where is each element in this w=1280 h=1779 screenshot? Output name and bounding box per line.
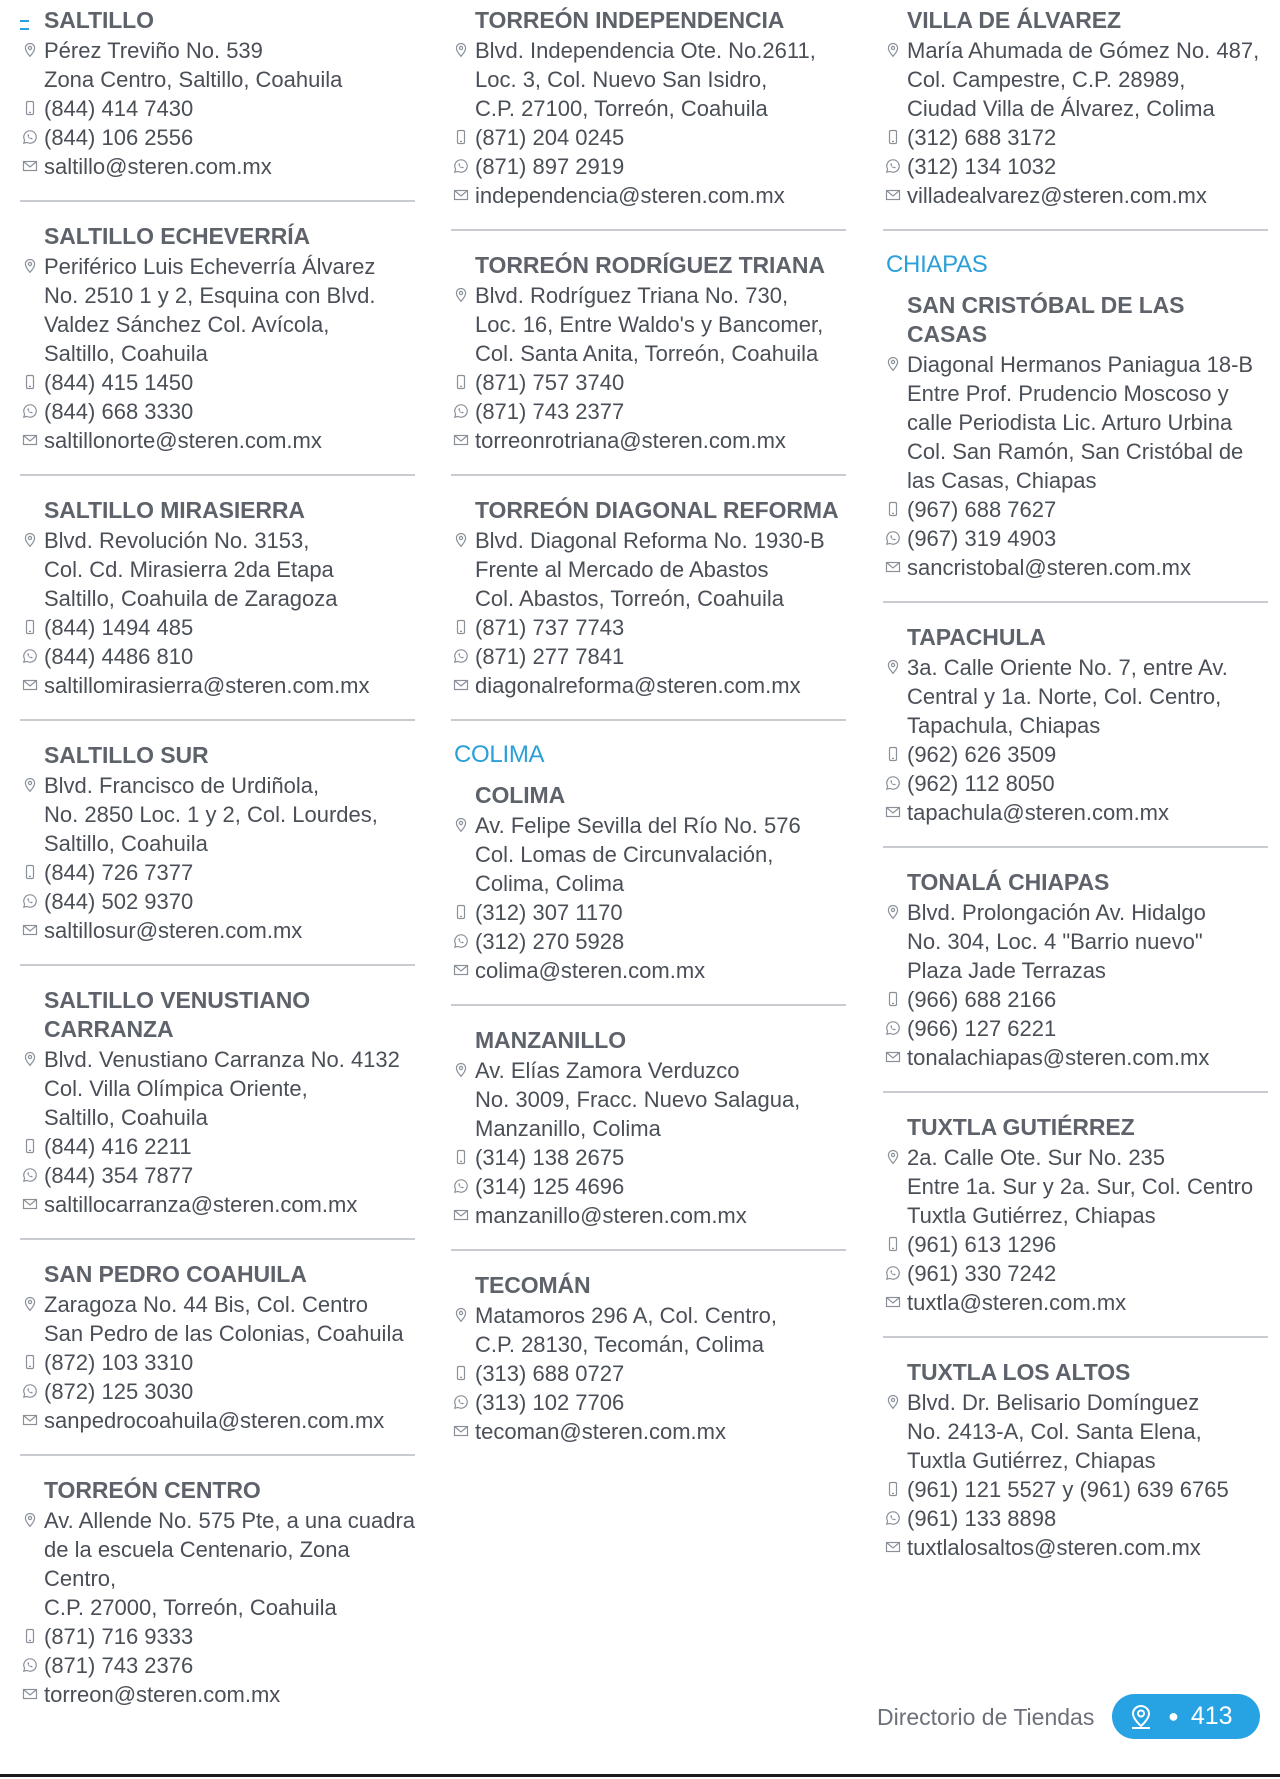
store-whatsapp-row <box>883 524 1268 553</box>
store-entry <box>451 1026 846 1230</box>
store-phone: (312) 688 3172 <box>907 125 1057 150</box>
store-whatsapp-row <box>883 1014 1268 1043</box>
store-email[interactable]: tonalachiapas@steren.com.mx <box>907 1045 1210 1070</box>
separator <box>883 846 1268 848</box>
store-whatsapp-row <box>451 642 846 671</box>
store-entry <box>20 1260 415 1435</box>
phone-icon <box>453 129 469 145</box>
store-whatsapp-row <box>20 397 415 426</box>
phone-icon <box>22 100 38 116</box>
store-entry <box>20 1476 415 1709</box>
store-phone-row <box>20 1622 415 1651</box>
phone-icon <box>453 1149 469 1165</box>
store-name: SAN PEDRO COAHUILA <box>44 1261 307 1287</box>
store-address: Blvd. Rodríguez Triana No. 730, Loc. 16, Entre Waldo's y Bancomer, Col. Santa Anita, Torreón, Coahuila <box>475 283 824 366</box>
store-phone-row <box>883 740 1268 769</box>
separator <box>451 229 846 231</box>
store-name: TORREÓN CENTRO <box>44 1477 261 1503</box>
location-pin-icon <box>453 42 469 58</box>
email-icon <box>22 922 38 938</box>
page-number: 413 <box>1190 1702 1233 1730</box>
store-email-row <box>883 181 1268 210</box>
whatsapp-icon <box>22 1167 38 1183</box>
map-pin-icon <box>1128 1704 1154 1730</box>
store-address: María Ahumada de Gómez No. 487, Col. Campestre, C.P. 28989, Ciudad Villa de Álvarez, Colima <box>907 38 1260 121</box>
store-email-row <box>20 152 415 181</box>
store-phone-row <box>20 613 415 642</box>
store-address-row <box>20 36 415 94</box>
phone-icon <box>22 1138 38 1154</box>
separator <box>451 1004 846 1006</box>
store-whatsapp: (844) 502 9370 <box>44 889 194 914</box>
store-email[interactable]: tapachula@steren.com.mx <box>907 800 1170 825</box>
store-entry <box>20 986 415 1219</box>
store-address-row <box>20 771 415 858</box>
column-3 <box>883 6 1268 1562</box>
location-pin-icon <box>453 817 469 833</box>
email-icon <box>453 432 469 448</box>
store-address-row <box>883 898 1268 985</box>
separator <box>451 474 846 476</box>
whatsapp-icon <box>22 893 38 909</box>
store-address-row <box>20 252 415 368</box>
store-phone: (844) 416 2211 <box>44 1134 192 1159</box>
store-whatsapp: (844) 354 7877 <box>44 1163 194 1188</box>
email-icon <box>453 962 469 978</box>
whatsapp-icon <box>453 403 469 419</box>
store-email-row <box>883 553 1268 582</box>
separator <box>451 1249 846 1251</box>
store-entry <box>451 6 846 210</box>
store-name: SAN CRISTÓBAL DE LAS CASAS <box>907 292 1185 347</box>
store-address: Pérez Treviño No. 539 Zona Centro, Saltillo, Coahuila <box>44 38 343 92</box>
store-whatsapp: (844) 4486 810 <box>44 644 194 669</box>
store-whatsapp-row <box>20 887 415 916</box>
store-whatsapp: (314) 125 4696 <box>475 1174 625 1199</box>
whatsapp-icon <box>453 1178 469 1194</box>
store-address: 2a. Calle Ote. Sur No. 235 Entre 1a. Sur y 2a. Sur, Col. Centro Tuxtla Gutiérrez, Chiapas <box>907 1145 1254 1228</box>
store-whatsapp-row <box>451 152 846 181</box>
store-address: Blvd. Dr. Belisario Domínguez No. 2413-A, Col. Santa Elena, Tuxtla Gutiérrez, Chiapas <box>907 1390 1202 1473</box>
store-whatsapp-row <box>20 1161 415 1190</box>
store-whatsapp-row <box>451 1388 846 1417</box>
store-whatsapp-row <box>883 1504 1268 1533</box>
email-icon <box>885 559 901 575</box>
store-email-row <box>20 671 415 700</box>
separator <box>20 964 415 966</box>
store-address: Periférico Luis Echeverría Álvarez No. 2510 1 y 2, Esquina con Blvd. Valdez Sánchez Col. Avícola, Saltillo, Coahuila <box>44 254 376 366</box>
phone-icon <box>885 1481 901 1497</box>
phone-icon <box>453 374 469 390</box>
store-email[interactable]: saltillo@steren.com.mx <box>44 154 272 179</box>
store-address-row <box>883 350 1268 495</box>
location-pin-icon <box>885 1394 901 1410</box>
store-address: Zaragoza No. 44 Bis, Col. Centro San Pedro de las Colonias, Coahuila <box>44 1292 404 1346</box>
location-pin-icon <box>22 777 38 793</box>
location-pin-icon <box>22 258 38 274</box>
store-whatsapp: (871) 897 2919 <box>475 154 625 179</box>
store-email-row <box>451 956 846 985</box>
whatsapp-icon <box>885 158 901 174</box>
store-address: Blvd. Francisco de Urdiñola, No. 2850 Loc. 1 y 2, Col. Lourdes, Saltillo, Coahuila <box>44 773 378 856</box>
whatsapp-icon <box>885 1510 901 1526</box>
store-phone-row <box>20 94 415 123</box>
store-whatsapp-row <box>20 642 415 671</box>
email-icon <box>22 677 38 693</box>
store-entry <box>20 741 415 945</box>
store-address-row <box>451 526 846 613</box>
location-pin-icon <box>885 659 901 675</box>
location-pin-icon <box>453 532 469 548</box>
store-name: TECOMÁN <box>475 1272 591 1298</box>
store-name: MANZANILLO <box>475 1027 627 1053</box>
page-badge <box>1112 1694 1260 1739</box>
store-email-row <box>451 181 846 210</box>
phone-icon <box>22 864 38 880</box>
email-icon <box>453 1423 469 1439</box>
phone-icon <box>453 1365 469 1381</box>
phone-icon <box>22 1354 38 1370</box>
whatsapp-icon <box>885 530 901 546</box>
store-entry <box>883 6 1268 210</box>
location-pin-icon <box>885 356 901 372</box>
separator <box>20 474 415 476</box>
store-phone: (844) 414 7430 <box>44 96 194 121</box>
whatsapp-icon <box>22 648 38 664</box>
store-email[interactable]: saltillocarranza@steren.com.mx <box>44 1192 358 1217</box>
store-email[interactable]: tuxtla@steren.com.mx <box>907 1290 1127 1315</box>
store-entry <box>883 1113 1268 1317</box>
store-email-row <box>883 1288 1268 1317</box>
store-phone-row <box>451 1143 846 1172</box>
column-1 <box>20 6 415 1709</box>
store-phone-row <box>451 613 846 642</box>
store-phone: (961) 121 5527 y (961) 639 6765 <box>907 1477 1229 1502</box>
store-email[interactable]: diagonalreforma@steren.com.mx <box>475 673 801 698</box>
store-whatsapp-row <box>883 769 1268 798</box>
store-address: Av. Allende No. 575 Pte, a una cuadra de la escuela Centenario, Zona Centro, C.P. 27000, Torreón, Coahuila <box>44 1508 416 1620</box>
store-email-row <box>451 426 846 455</box>
store-name: SALTILLO VENUSTIANO CARRANZA <box>44 987 311 1042</box>
page-bottom-rule <box>0 1774 1280 1777</box>
store-email[interactable]: independencia@steren.com.mx <box>475 183 785 208</box>
store-phone-row <box>883 1475 1268 1504</box>
store-phone: (312) 307 1170 <box>475 900 623 925</box>
column-2 <box>451 6 846 1446</box>
store-address: 3a. Calle Oriente No. 7, entre Av. Central y 1a. Norte, Col. Centro, Tapachula, Chiapas <box>907 655 1228 738</box>
store-address-row <box>20 1290 415 1348</box>
store-name: TUXTLA LOS ALTOS <box>907 1359 1131 1385</box>
store-address: Av. Elías Zamora Verduzco No. 3009, Fracc. Nuevo Salagua, Manzanillo, Colima <box>475 1058 801 1141</box>
store-email-row <box>883 1043 1268 1072</box>
store-email[interactable]: villadealvarez@steren.com.mx <box>907 183 1207 208</box>
store-phone: (313) 688 0727 <box>475 1361 625 1386</box>
store-phone-row <box>20 1348 415 1377</box>
store-address-row <box>883 653 1268 740</box>
store-whatsapp: (844) 668 3330 <box>44 399 194 424</box>
store-phone-row <box>451 1359 846 1388</box>
store-entry <box>451 781 846 985</box>
store-phone-row <box>883 495 1268 524</box>
whatsapp-icon <box>22 129 38 145</box>
phone-icon <box>453 619 469 635</box>
separator <box>20 1238 415 1240</box>
store-email[interactable]: saltillosur@steren.com.mx <box>44 918 303 943</box>
store-address-row <box>451 36 846 123</box>
store-name: SALTILLO MIRASIERRA <box>44 497 305 523</box>
store-phone-row <box>451 898 846 927</box>
whatsapp-icon <box>885 1265 901 1281</box>
location-pin-icon <box>22 42 38 58</box>
location-pin-icon <box>22 1051 38 1067</box>
store-phone-row <box>883 123 1268 152</box>
store-email[interactable]: torreon@steren.com.mx <box>44 1682 281 1707</box>
separator <box>883 601 1268 603</box>
separator <box>20 200 415 202</box>
store-whatsapp: (966) 127 6221 <box>907 1016 1057 1041</box>
store-whatsapp: (962) 112 8050 <box>907 771 1055 796</box>
store-email-row <box>451 671 846 700</box>
store-whatsapp-row <box>883 152 1268 181</box>
email-icon <box>885 1294 901 1310</box>
store-name: TORREÓN DIAGONAL REFORMA <box>475 497 839 523</box>
email-icon <box>22 1412 38 1428</box>
store-phone: (962) 626 3509 <box>907 742 1057 767</box>
store-phone: (966) 688 2166 <box>907 987 1057 1012</box>
store-address-row <box>883 36 1268 123</box>
store-phone-row <box>451 123 846 152</box>
store-entry <box>883 623 1268 827</box>
store-phone-row <box>20 1132 415 1161</box>
store-email[interactable]: colima@steren.com.mx <box>475 958 706 983</box>
store-name: COLIMA <box>475 782 566 808</box>
store-email-row <box>20 916 415 945</box>
store-address: Blvd. Revolución No. 3153, Col. Cd. Mirasierra 2da Etapa Saltillo, Coahuila de Zaragoza <box>44 528 338 611</box>
whatsapp-icon <box>22 1383 38 1399</box>
location-pin-icon <box>22 1512 38 1528</box>
store-whatsapp-row <box>883 1259 1268 1288</box>
email-icon <box>22 432 38 448</box>
store-address-row <box>20 1045 415 1132</box>
store-entry <box>451 1271 846 1446</box>
location-pin-icon <box>22 1296 38 1312</box>
phone-icon <box>22 619 38 635</box>
store-address: Diagonal Hermanos Paniagua 18-B Entre Prof. Prudencio Moscoso y calle Periodista Lic. Arturo Urbina Col. San Ramón, San Cristóbal de las Casas, Chiapas <box>907 352 1254 493</box>
store-name: TORREÓN INDEPENDENCIA <box>475 7 785 33</box>
store-email-row <box>451 1201 846 1230</box>
store-address-row <box>451 1301 846 1359</box>
separator <box>20 1454 415 1456</box>
store-name: SALTILLO SUR <box>44 742 209 768</box>
store-phone: (314) 138 2675 <box>475 1145 625 1170</box>
store-address: Blvd. Diagonal Reforma No. 1930-B Frente al Mercado de Abastos Col. Abastos, Torreón, Coahuila <box>475 528 825 611</box>
store-entry <box>451 496 846 700</box>
store-phone-row <box>883 1230 1268 1259</box>
store-name: TORREÓN RODRÍGUEZ TRIANA <box>475 252 825 278</box>
store-whatsapp-row <box>451 927 846 956</box>
store-entry <box>20 496 415 700</box>
whatsapp-icon <box>885 1020 901 1036</box>
location-pin-icon <box>22 532 38 548</box>
separator <box>883 229 1268 231</box>
email-icon <box>22 158 38 174</box>
store-whatsapp: (961) 330 7242 <box>907 1261 1057 1286</box>
store-entry <box>883 868 1268 1072</box>
store-email[interactable]: tecoman@steren.com.mx <box>475 1419 726 1444</box>
email-icon <box>22 1686 38 1702</box>
store-email-row <box>451 1417 846 1446</box>
store-whatsapp-row <box>20 1651 415 1680</box>
separator <box>451 719 846 721</box>
store-phone: (844) 1494 485 <box>44 615 194 640</box>
separator <box>20 719 415 721</box>
store-address-row <box>451 1056 846 1143</box>
store-whatsapp-row <box>20 123 415 152</box>
store-phone-row <box>20 368 415 397</box>
store-email-row <box>883 1533 1268 1562</box>
store-whatsapp: (967) 319 4903 <box>907 526 1057 551</box>
store-address: Av. Felipe Sevilla del Río No. 576 Col. Lomas de Circunvalación, Colima, Colima <box>475 813 801 896</box>
region-heading: CHIAPAS <box>886 251 988 278</box>
store-email-row <box>20 1680 415 1709</box>
store-phone: (844) 415 1450 <box>44 370 194 395</box>
store-email[interactable]: manzanillo@steren.com.mx <box>475 1203 747 1228</box>
store-address: Blvd. Prolongación Av. Hidalgo No. 304, Loc. 4 "Barrio nuevo" Plaza Jade Terrazas <box>907 900 1206 983</box>
region-heading: COLIMA <box>454 741 545 768</box>
store-whatsapp-row <box>451 397 846 426</box>
store-name: SALTILLO ECHEVERRÍA <box>44 223 311 249</box>
separator <box>883 1336 1268 1338</box>
store-phone: (844) 726 7377 <box>44 860 194 885</box>
store-name: TONALÁ CHIAPAS <box>907 869 1110 895</box>
store-address-row <box>20 526 415 613</box>
bullet-dot: ● <box>1168 1706 1179 1726</box>
store-email[interactable]: sancristobal@steren.com.mx <box>907 555 1191 580</box>
phone-icon <box>22 374 38 390</box>
store-phone-row <box>451 368 846 397</box>
store-whatsapp: (961) 133 8898 <box>907 1506 1057 1531</box>
location-pin-icon <box>453 287 469 303</box>
location-pin-icon <box>885 1149 901 1165</box>
whatsapp-icon <box>885 775 901 791</box>
whatsapp-icon <box>453 158 469 174</box>
store-phone: (871) 757 3740 <box>475 370 625 395</box>
whatsapp-icon <box>22 403 38 419</box>
store-whatsapp: (844) 106 2556 <box>44 125 194 150</box>
store-email-row <box>883 798 1268 827</box>
store-address: Matamoros 296 A, Col. Centro, C.P. 28130, Tecomán, Colima <box>475 1303 778 1357</box>
store-email[interactable]: tuxtlalosaltos@steren.com.mx <box>907 1535 1201 1560</box>
phone-icon <box>885 1236 901 1252</box>
store-address-row <box>883 1143 1268 1230</box>
store-phone: (871) 204 0245 <box>475 125 625 150</box>
email-icon <box>453 1207 469 1223</box>
whatsapp-icon <box>453 648 469 664</box>
store-entry <box>20 222 415 455</box>
store-whatsapp-row <box>20 1377 415 1406</box>
store-whatsapp: (312) 134 1032 <box>907 154 1057 179</box>
store-email[interactable]: torreonrotriana@steren.com.mx <box>475 428 786 453</box>
store-phone: (967) 688 7627 <box>907 497 1057 522</box>
location-pin-icon <box>885 904 901 920</box>
store-whatsapp: (872) 125 3030 <box>44 1379 194 1404</box>
store-whatsapp: (871) 277 7841 <box>475 644 625 669</box>
store-address: Blvd. Venustiano Carranza No. 4132 Col. Villa Olímpica Oriente, Saltillo, Coahuila <box>44 1047 400 1130</box>
location-pin-icon <box>453 1307 469 1323</box>
phone-icon <box>885 991 901 1007</box>
location-pin-icon <box>885 42 901 58</box>
store-name: SALTILLO <box>44 7 154 33</box>
store-whatsapp: (313) 102 7706 <box>475 1390 625 1415</box>
store-whatsapp: (871) 743 2377 <box>475 399 625 424</box>
email-icon <box>453 187 469 203</box>
email-icon <box>22 1196 38 1212</box>
store-name: TAPACHULA <box>907 624 1046 650</box>
whatsapp-icon <box>453 1394 469 1410</box>
store-phone: (961) 613 1296 <box>907 1232 1057 1257</box>
store-whatsapp-row <box>451 1172 846 1201</box>
store-entry <box>883 291 1268 582</box>
whatsapp-icon <box>453 933 469 949</box>
store-address-row <box>451 281 846 368</box>
store-phone: (871) 716 9333 <box>44 1624 194 1649</box>
store-address: Blvd. Independencia Ote. No.2611, Loc. 3, Col. Nuevo San Isidro, C.P. 27100, Torreón, Coahuila <box>475 38 816 121</box>
footer-label: Directorio de Tiendas <box>877 1704 1095 1730</box>
email-icon <box>885 187 901 203</box>
store-phone-row <box>20 858 415 887</box>
store-email-row <box>20 426 415 455</box>
phone-icon <box>885 746 901 762</box>
store-name: VILLA DE ÁLVAREZ <box>907 7 1121 33</box>
store-entry <box>883 1358 1268 1562</box>
store-email[interactable]: saltillonorte@steren.com.mx <box>44 428 322 453</box>
store-whatsapp: (312) 270 5928 <box>475 929 625 954</box>
store-name: TUXTLA GUTIÉRREZ <box>907 1114 1135 1140</box>
store-entry <box>20 6 415 181</box>
phone-icon <box>453 904 469 920</box>
store-address-row <box>451 811 846 898</box>
store-email[interactable]: saltillomirasierra@steren.com.mx <box>44 673 370 698</box>
phone-icon <box>885 501 901 517</box>
store-email-row <box>20 1406 415 1435</box>
store-whatsapp: (871) 743 2376 <box>44 1653 194 1678</box>
store-phone: (871) 737 7743 <box>475 615 625 640</box>
email-icon <box>885 1049 901 1065</box>
separator <box>883 1091 1268 1093</box>
phone-icon <box>885 129 901 145</box>
whatsapp-icon <box>22 1657 38 1673</box>
store-phone-row <box>883 985 1268 1014</box>
store-email[interactable]: sanpedrocoahuila@steren.com.mx <box>44 1408 385 1433</box>
email-icon <box>885 804 901 820</box>
store-email-row <box>20 1190 415 1219</box>
phone-icon <box>22 1628 38 1644</box>
location-pin-icon <box>453 1062 469 1078</box>
store-phone: (872) 103 3310 <box>44 1350 194 1375</box>
store-address-row <box>883 1388 1268 1475</box>
email-icon <box>885 1539 901 1555</box>
email-icon <box>453 677 469 693</box>
store-entry <box>451 251 846 455</box>
store-address-row <box>20 1506 415 1622</box>
